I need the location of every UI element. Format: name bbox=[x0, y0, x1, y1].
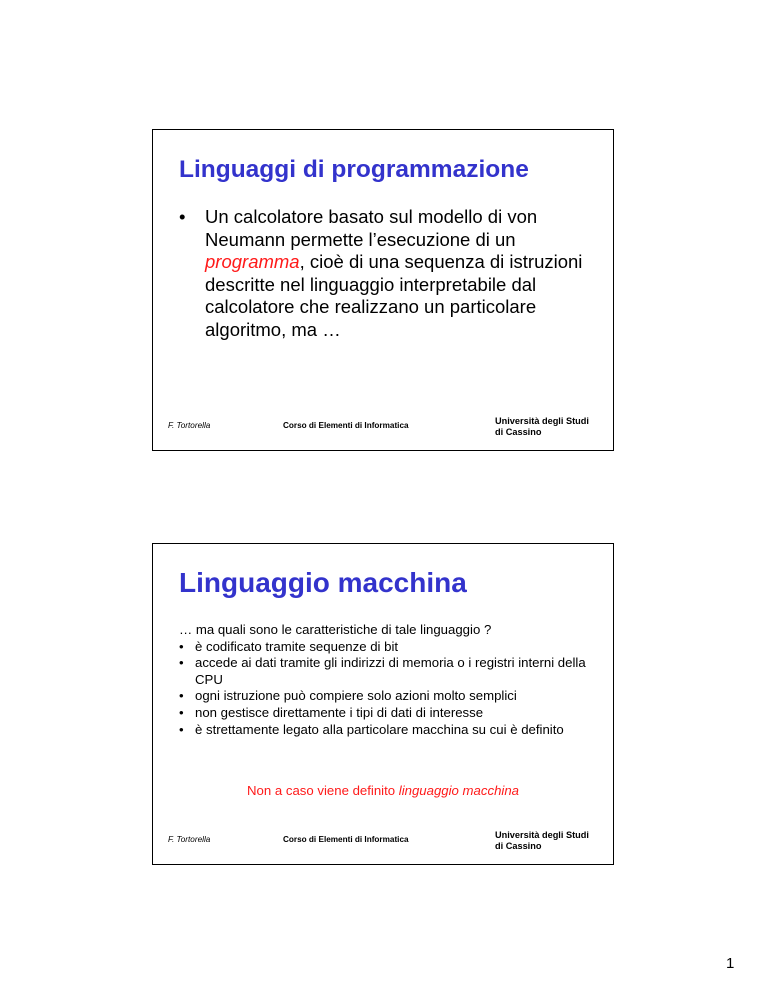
footer-course: Corso di Elementi di Informatica bbox=[283, 421, 409, 430]
bullet-dot-icon: • bbox=[179, 638, 184, 654]
list-item: • accede ai dati tramite gli indirizzi di memoria o i registri interni della CPU bbox=[179, 655, 586, 687]
slide-1-footer bbox=[153, 416, 613, 449]
page-number: 1 bbox=[726, 955, 735, 972]
slide-2-body bbox=[179, 622, 609, 738]
slide-2-footer bbox=[153, 830, 613, 863]
slide-1-title: Linguaggi di programmazione bbox=[179, 156, 529, 183]
footer-author: F. Tortorella bbox=[168, 835, 211, 844]
bullet-dot-icon: • bbox=[179, 704, 184, 720]
slide-1-bullet-text: Un calcolatore basato sul modello di von Neumann permette l’esecuzione di un programma, cioè di una sequenza di istruzioni descritte nel linguaggio interpretabile dal calcolatore che realizzano un particolare algoritmo, ma … bbox=[205, 206, 583, 340]
bullet-dot-icon: • bbox=[179, 655, 184, 671]
slide-2 bbox=[152, 543, 614, 865]
footer-author: F. Tortorella bbox=[168, 421, 211, 430]
footer-course: Corso di Elementi di Informatica bbox=[283, 835, 409, 844]
bullet-dot-icon: • bbox=[179, 206, 186, 227]
list-item: • è strettamente legato alla particolare macchina su cui è definito bbox=[179, 721, 564, 737]
footer-university: Università degli Studi di Cassino bbox=[495, 416, 589, 437]
slide-1 bbox=[152, 129, 614, 451]
footer-university: Università degli Studi di Cassino bbox=[495, 830, 589, 851]
slide-1-bullet bbox=[179, 206, 611, 341]
list-item: • ogni istruzione può compiere solo azioni molto semplici bbox=[179, 688, 517, 704]
bullet-dot-icon: • bbox=[179, 721, 184, 737]
slide-1-body bbox=[179, 206, 611, 341]
list-item: • non gestisce direttamente i tipi di dati di interesse bbox=[179, 704, 484, 720]
slide-2-bullet-list bbox=[179, 639, 609, 739]
slide-2-intro: … ma quali sono le caratteristiche di tale linguaggio ? bbox=[179, 622, 492, 637]
bullet-dot-icon: • bbox=[179, 688, 184, 704]
highlight-term: programma bbox=[205, 251, 300, 272]
list-item: • è codificato tramite sequenze di bit bbox=[179, 638, 399, 654]
slide-2-title: Linguaggio macchina bbox=[179, 567, 467, 598]
slide-2-conclusion: Non a caso viene definito linguaggio macchina bbox=[247, 783, 519, 798]
